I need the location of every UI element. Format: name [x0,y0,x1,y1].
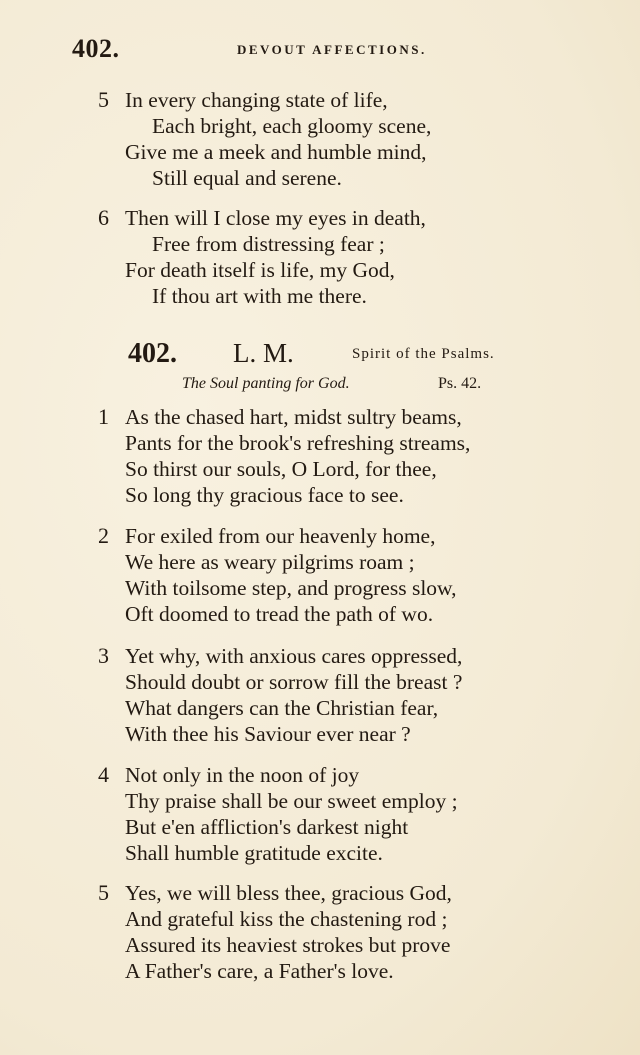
stanza-number: 4 [98,762,109,787]
stanza [0,523,600,633]
stanza-line: With toilsome step, and progress slow, [125,576,457,600]
stanza [0,643,600,753]
stanza-line: As the chased hart, midst sultry beams, [125,405,462,429]
stanza-line: A Father's care, a Father's love. [125,959,394,983]
stanza-line: Yet why, with anxious cares oppressed, [125,644,463,668]
stanza-line: And grateful kiss the chastening rod ; [125,907,448,931]
hymn-number: 402. [128,338,177,369]
hymn-subtitle [0,375,640,399]
stanza-line: If thou art with me there. [152,284,367,308]
stanza-line: With thee his Saviour ever near ? [125,722,411,746]
stanza-line: Shall humble gratitude excite. [125,841,383,865]
stanza-line: Not only in the noon of joy [125,763,360,787]
hymn-meter: L. M. [233,338,294,368]
stanza-number: 5 [98,880,109,905]
stanza-number: 5 [98,87,109,112]
stanza-line: Each bright, each gloomy scene, [152,114,432,138]
stanza-line: So thirst our souls, O Lord, for thee, [125,457,437,481]
scripture-reference: Ps. 42. [438,375,482,392]
stanza-line: Oft doomed to tread the path of wo. [125,602,434,626]
stanza [0,762,600,872]
hymn-heading [0,338,640,374]
stanza-line: Give me a meek and humble mind, [125,140,427,164]
stanza-line: For exiled from our heavenly home, [125,524,436,548]
running-title: DEVOUT AFFECTIONS. [237,42,427,57]
stanza-number: 1 [98,404,109,429]
stanza-line: Then will I close my eyes in death, [125,206,426,230]
stanza-line: In every changing state of life, [125,88,388,112]
stanza-line: Thy praise shall be our sweet employ ; [125,789,458,813]
stanza-line: Pants for the brook's refreshing streams, [125,431,471,455]
stanza [0,880,600,990]
stanza-number: 2 [98,523,109,548]
stanza [0,205,600,315]
running-head [72,34,592,62]
hymn-source: Spirit of the Psalms. [352,346,495,362]
stanza-line: For death itself is life, my God, [125,258,395,282]
stanza-line: Should doubt or sorrow fill the breast ? [125,670,463,694]
stanza-number: 6 [98,205,109,230]
stanza-line: Yes, we will bless thee, gracious God, [125,881,452,905]
stanza-line: Free from distressing fear ; [152,232,385,256]
stanza-line: Still equal and serene. [152,166,342,190]
subtitle-text: The Soul panting for God. [182,375,350,392]
stanza [0,404,600,514]
stanza-line: Assured its heaviest strokes but prove [125,933,451,957]
stanza-line: We here as weary pilgrims roam ; [125,550,415,574]
stanza-number: 3 [98,643,109,668]
page-number: 402. [72,34,120,63]
stanza-line: But e'en affliction's darkest night [125,815,409,839]
stanza [0,87,600,197]
stanza-line: What dangers can the Christian fear, [125,696,439,720]
stanza-line: So long thy gracious face to see. [125,483,404,507]
